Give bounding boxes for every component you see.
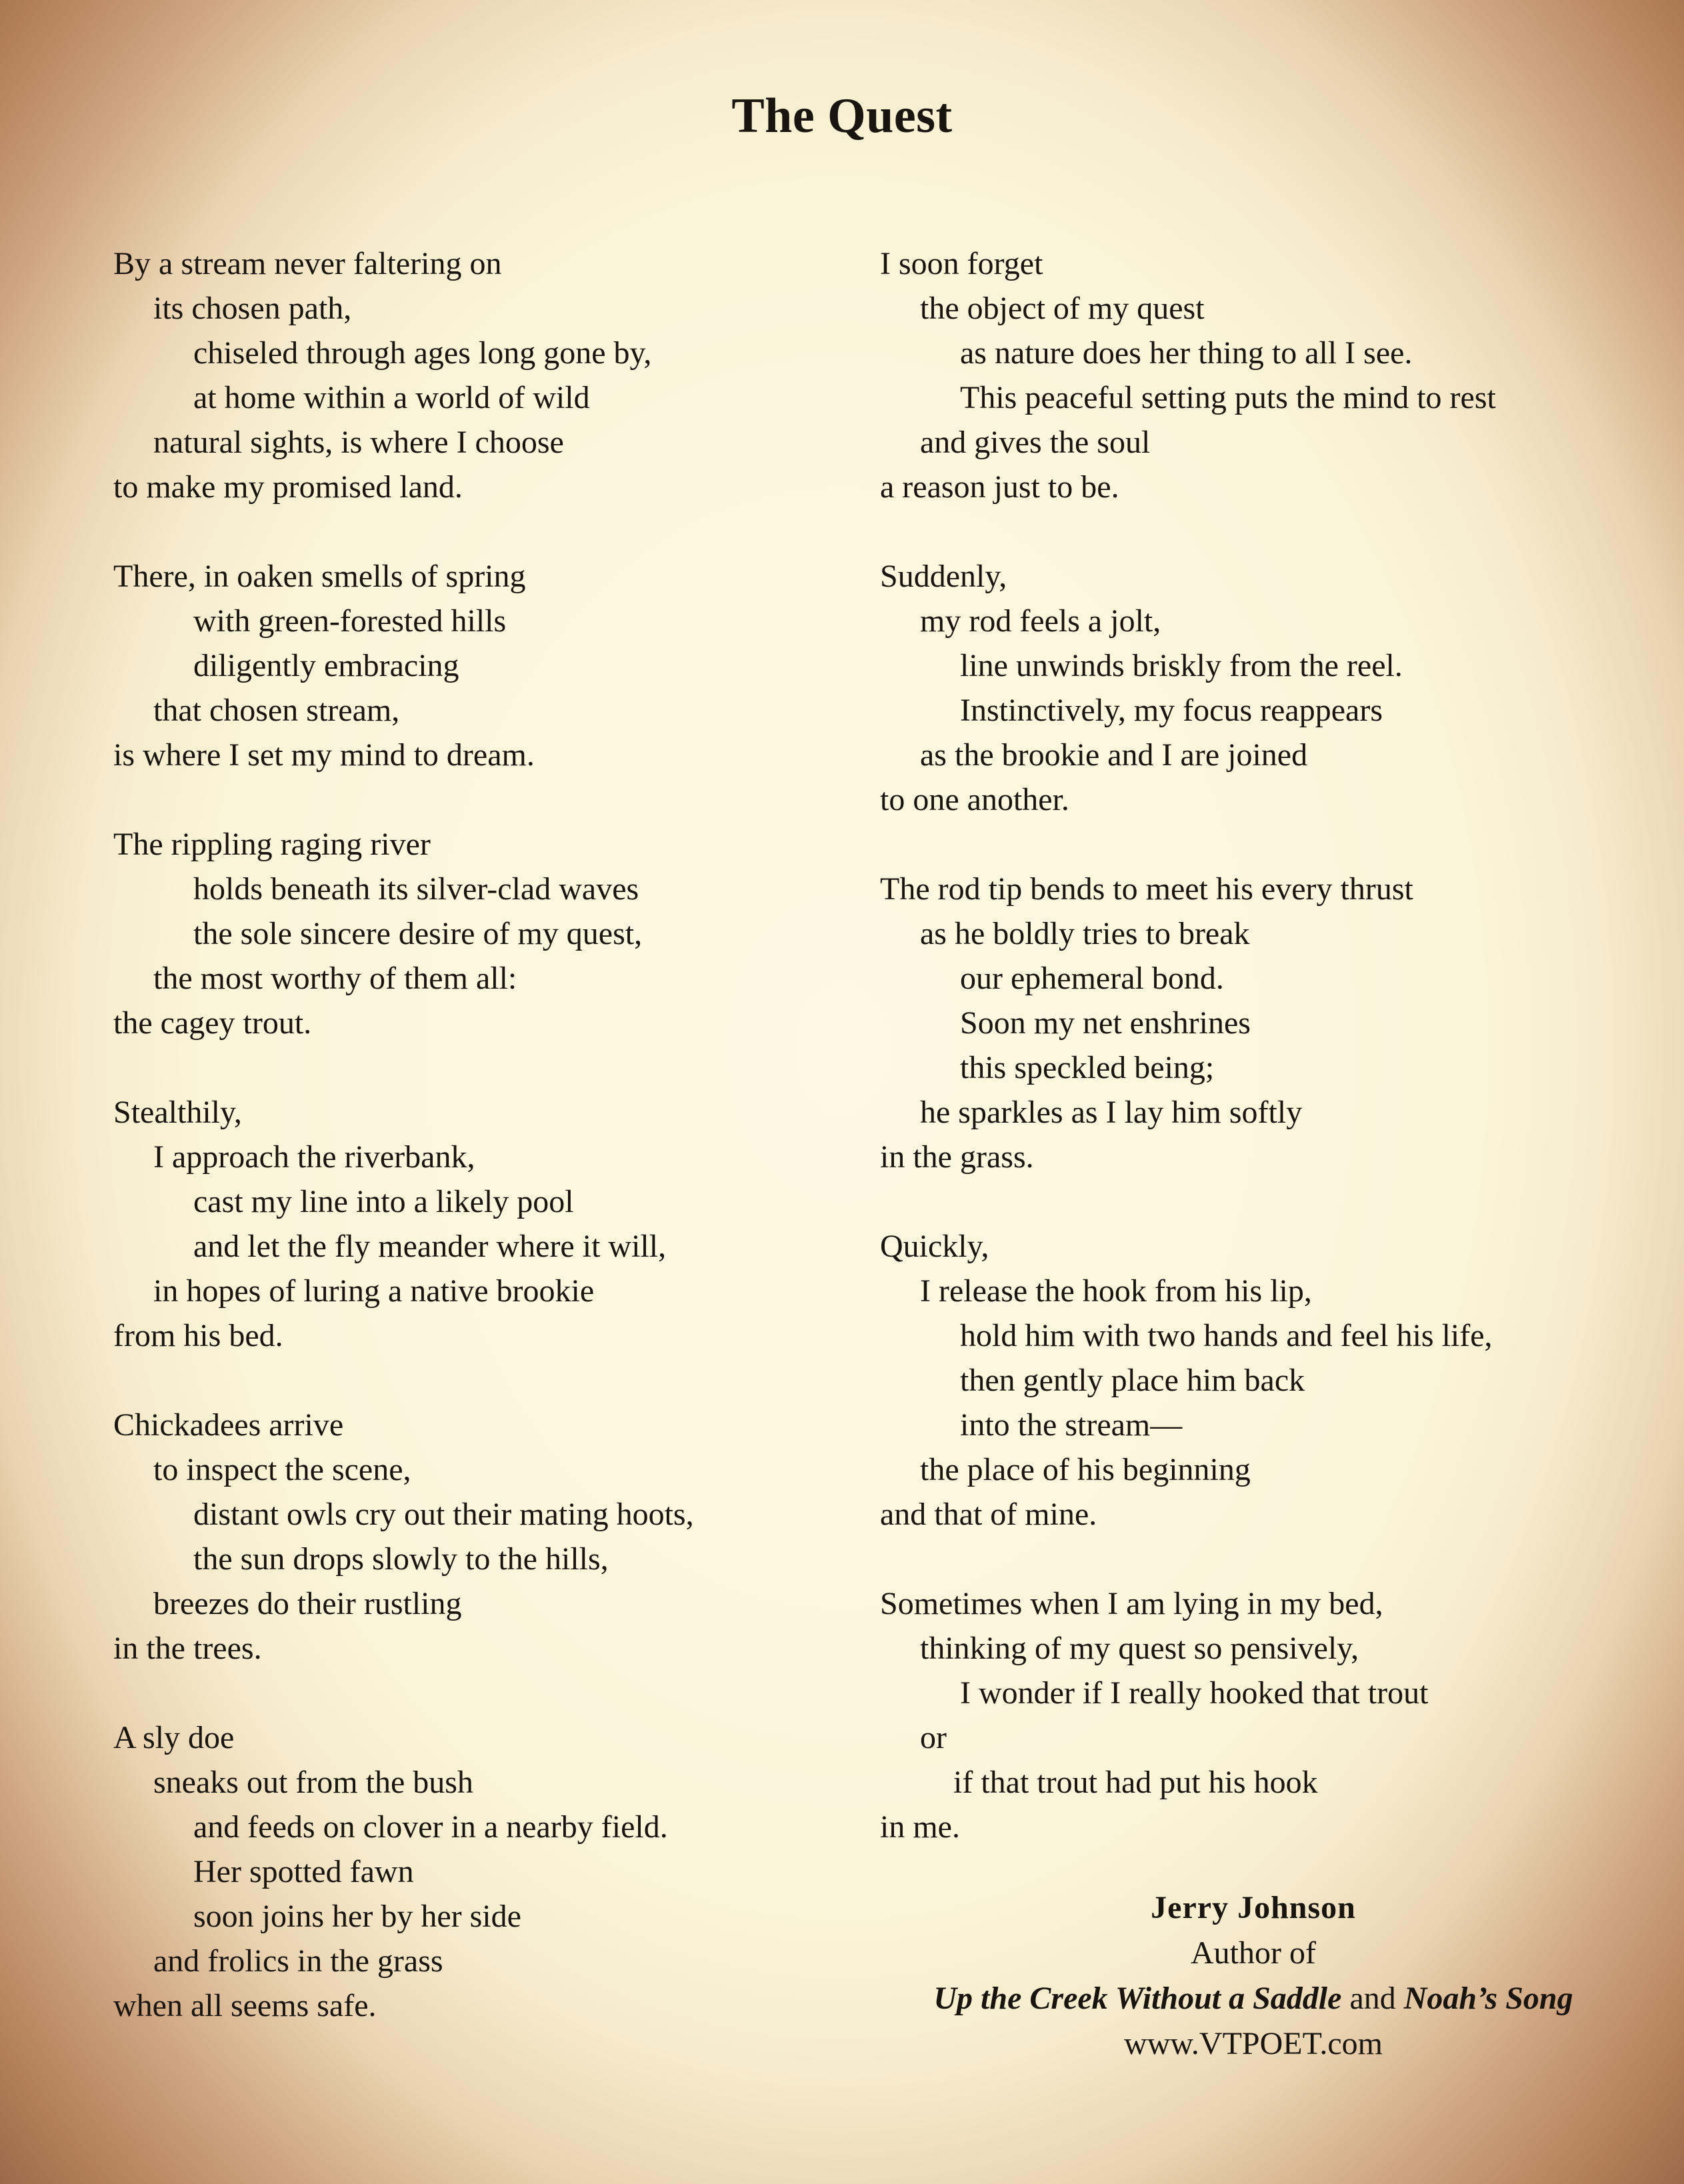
stanza bbox=[113, 822, 694, 1045]
poem-line: as nature does her thing to all I see. bbox=[960, 335, 1413, 371]
poem-line: Sometimes when I am lying in my bed, bbox=[880, 1586, 1383, 1621]
poem-line: Instinctively, my focus reappears bbox=[960, 693, 1383, 728]
poem-line: if that trout had put his hook bbox=[953, 1765, 1318, 1800]
poem-line: I wonder if I really hooked that trout bbox=[960, 1675, 1429, 1711]
poem-line: Suddenly, bbox=[880, 559, 1007, 594]
poem-line: and frolics in the grass bbox=[153, 1943, 443, 1979]
right-column bbox=[880, 241, 1496, 1894]
poem-line: then gently place him back bbox=[960, 1363, 1305, 1398]
poem-line: our ephemeral bond. bbox=[960, 961, 1224, 996]
stanza bbox=[880, 867, 1496, 1179]
poem-line: Her spotted fawn bbox=[193, 1854, 414, 1889]
poem-line: sneaks out from the bush bbox=[153, 1765, 473, 1800]
stanza bbox=[113, 1090, 694, 1358]
poem-line: and let the fly meander where it will, bbox=[193, 1229, 667, 1264]
poem-line: Stealthily, bbox=[113, 1095, 242, 1130]
poem-line: soon joins her by her side bbox=[193, 1899, 521, 1934]
poem-title: The Quest bbox=[731, 89, 953, 143]
author-name: Jerry Johnson bbox=[1151, 1890, 1356, 1925]
stanza bbox=[880, 241, 1496, 509]
stanza bbox=[113, 1403, 694, 1671]
poem-line: distant owls cry out their mating hoots, bbox=[193, 1497, 694, 1532]
poem-line: in the grass. bbox=[880, 1139, 1034, 1175]
poem-line: A sly doe bbox=[113, 1720, 235, 1755]
stanza bbox=[880, 1224, 1496, 1537]
poem-line: hold him with two hands and feel his life, bbox=[960, 1318, 1493, 1353]
poem-line: the cagey trout. bbox=[113, 1005, 312, 1041]
poem-line: the most worthy of them all: bbox=[153, 961, 517, 996]
poem-line: a reason just to be. bbox=[880, 469, 1119, 505]
poem-line: chiseled through ages long gone by, bbox=[193, 335, 652, 371]
left-column bbox=[113, 241, 694, 2073]
poem-line: with green-forested hills bbox=[193, 603, 507, 639]
book-title-2: Noah’s Song bbox=[1403, 1981, 1573, 2016]
poem-line: its chosen path, bbox=[153, 291, 352, 326]
poem-line: or bbox=[920, 1720, 947, 1755]
poem-line: natural sights, is where I choose bbox=[153, 425, 564, 460]
poem-line: I soon forget bbox=[880, 246, 1043, 281]
poem-line: the sun drops slowly to the hills, bbox=[193, 1541, 609, 1577]
stanza bbox=[880, 1581, 1496, 1849]
poem-line: thinking of my quest so pensively, bbox=[920, 1631, 1359, 1666]
poem-line: in hopes of luring a native brookie bbox=[153, 1273, 595, 1309]
poem-line: in me. bbox=[880, 1809, 960, 1845]
stanza bbox=[880, 554, 1496, 822]
poem-line: to inspect the scene, bbox=[153, 1452, 411, 1487]
poem-line: into the stream— bbox=[960, 1407, 1183, 1443]
poem-line: Chickadees arrive bbox=[113, 1407, 344, 1443]
poem-line: my rod feels a jolt, bbox=[920, 603, 1161, 639]
poem-line: There, in oaken smells of spring bbox=[113, 559, 526, 594]
poem-line: cast my line into a likely pool bbox=[193, 1184, 574, 1219]
poem-line: I release the hook from his lip, bbox=[920, 1273, 1312, 1309]
poem-line: the place of his beginning bbox=[920, 1452, 1251, 1487]
stanza bbox=[113, 241, 694, 509]
poem-line: the object of my quest bbox=[920, 291, 1205, 326]
poem-line: to one another. bbox=[880, 782, 1069, 817]
website-link[interactable]: www.VTPOET.com bbox=[1124, 2026, 1383, 2061]
poem-line: Quickly, bbox=[880, 1229, 989, 1264]
poem-line: I approach the riverbank, bbox=[153, 1139, 475, 1175]
author-signature bbox=[880, 1885, 1627, 2067]
poem-line: This peaceful setting puts the mind to rest bbox=[960, 380, 1496, 415]
poem-line: diligently embracing bbox=[193, 648, 459, 683]
stanza bbox=[113, 1715, 694, 2028]
book-titles bbox=[880, 1976, 1627, 2021]
poem-line: he sparkles as I lay him softly bbox=[920, 1095, 1303, 1130]
poem-line: Soon my net enshrines bbox=[960, 1005, 1251, 1041]
and-label: and bbox=[1349, 1981, 1396, 2016]
poem-line: as the brookie and I are joined bbox=[920, 737, 1308, 773]
stanza bbox=[113, 554, 694, 777]
poem-line: and gives the soul bbox=[920, 425, 1151, 460]
author-of-label: Author of bbox=[1191, 1935, 1316, 1971]
poem-line: to make my promised land. bbox=[113, 469, 463, 505]
poem-line: that chosen stream, bbox=[153, 693, 400, 728]
poem-line: this speckled being; bbox=[960, 1050, 1215, 1085]
poem-line: holds beneath its silver-clad waves bbox=[193, 871, 639, 907]
poem-line: line unwinds briskly from the reel. bbox=[960, 648, 1403, 683]
poem-line: when all seems safe. bbox=[113, 1988, 377, 2023]
poem-line: The rod tip bends to meet his every thrust bbox=[880, 871, 1413, 907]
poem-line: the sole sincere desire of my quest, bbox=[193, 916, 643, 951]
poem-line: and that of mine. bbox=[880, 1497, 1097, 1532]
poem-line: The rippling raging river bbox=[113, 827, 431, 862]
poem-line: as he boldly tries to break bbox=[920, 916, 1250, 951]
poem-line: from his bed. bbox=[113, 1318, 283, 1353]
poem-line: at home within a world of wild bbox=[193, 380, 590, 415]
poem-line: and feeds on clover in a nearby field. bbox=[193, 1809, 668, 1845]
book-title-1: Up the Creek Without a Saddle bbox=[933, 1981, 1342, 2016]
poem-line: breezes do their rustling bbox=[153, 1586, 462, 1621]
poem-line: is where I set my mind to dream. bbox=[113, 737, 535, 773]
poem-line: By a stream never faltering on bbox=[113, 246, 502, 281]
poem-line: in the trees. bbox=[113, 1631, 262, 1666]
